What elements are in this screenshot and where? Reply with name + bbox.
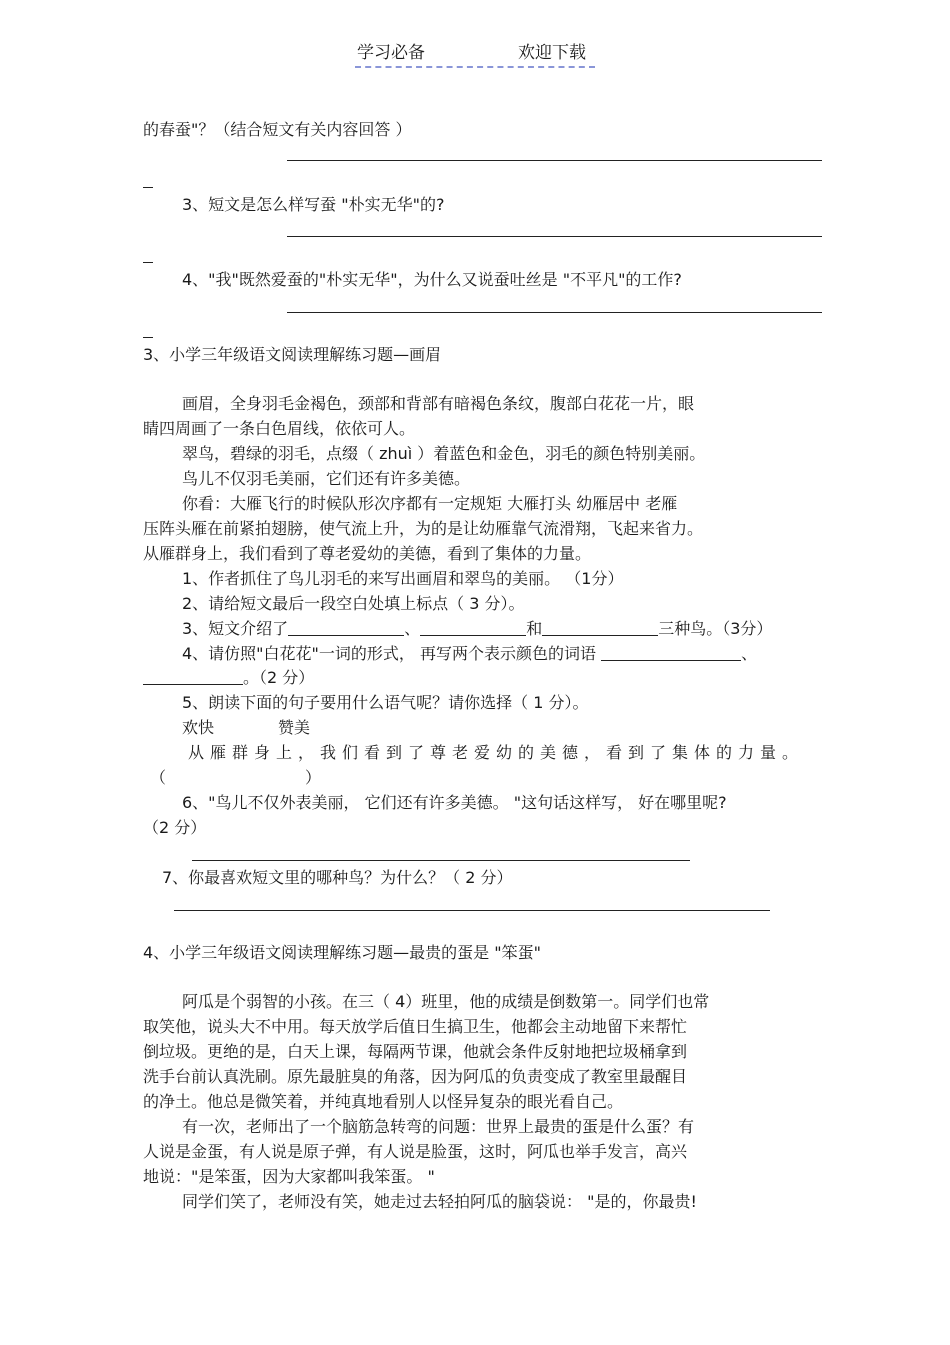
page-header	[355, 42, 595, 68]
q3-prefix: 3、短文介绍了	[182, 619, 289, 638]
section-title: 3、小学三年级语文阅读理解练习题—画眉	[143, 345, 442, 364]
paragraph-line: 取笑他，说头大不中用。每天放学后值日生搞卫生，他都会主动地留下来帮忙	[143, 1017, 688, 1036]
header-left-text: 学习必备	[357, 43, 425, 63]
question-4	[182, 644, 757, 664]
q4-prefix: 4、请仿照"白花花"一词的形式， 再写两个表示颜色的词语	[182, 644, 596, 663]
question-3	[182, 619, 772, 639]
paragraph-line: 人说是金蛋，有人说是原子弹，有人说是脸蛋，这时，阿瓜也举手发言，高兴	[143, 1142, 688, 1161]
question-4-cont	[143, 668, 314, 688]
question-6-score: （2 分）	[143, 818, 207, 837]
answer-line[interactable]	[192, 860, 690, 861]
q5-sentence: 从雁群身上，我们看到了尊老爱幼的美德，看到了集体的力量。	[188, 743, 805, 762]
q4-suffix: 。（2 分）	[243, 668, 315, 687]
q4-sep: 、	[741, 644, 758, 663]
answer-line[interactable]	[287, 160, 822, 161]
paragraph-line: 翠鸟，碧绿的羽毛，点缀（ zhuì ）着蓝色和金色，羽毛的颜色特别美丽。	[182, 444, 706, 463]
paragraph-line: 睛四周画了一条白色眉线，依依可人。	[143, 419, 416, 438]
question-3: 3、短文是怎么样写蚕 "朴实无华"的?	[182, 195, 445, 214]
q3-sep1: 、	[404, 619, 421, 638]
paragraph-line: 你看：大雁飞行的时候队形次序都有一定规矩 大雁打头 幼雁居中 老雁	[182, 494, 678, 513]
paragraph-line: 有一次，老师出了一个脑筋急转弯的问题：世界上最贵的蛋是什么蛋？有	[182, 1117, 695, 1136]
q3-sep2: 和	[526, 619, 543, 638]
section-title: 4、小学三年级语文阅读理解练习题—最贵的蛋是 "笨蛋"	[143, 943, 541, 962]
blank-bird-2[interactable]	[420, 619, 526, 636]
blank-bird-3[interactable]	[542, 619, 658, 636]
header-right-text: 欢迎下载	[518, 43, 586, 63]
q3-suffix: 三种鸟。（3分）	[658, 619, 773, 638]
paren-close: ）	[305, 768, 322, 787]
paren-open: （	[150, 768, 167, 787]
paragraph-line: 压阵头雁在前紧拍翅膀，使气流上升，为的是让幼雁靠气流滑翔，飞起来省力。	[143, 519, 704, 538]
paragraph-line: 从雁群身上，我们看到了尊老爱幼的美德，看到了集体的力量。	[143, 544, 592, 563]
question-continuation: 的春蚕"？（结合短文有关内容回答 ）	[143, 120, 412, 139]
paragraph-line: 倒垃圾。更绝的是，白天上课，每隔两节课，他就会条件反射地把垃圾桶拿到	[143, 1042, 688, 1061]
question-4: 4、"我"既然爱蚕的"朴实无华"，为什么又说蚕吐丝是 "不平凡"的工作?	[182, 270, 682, 289]
answer-line[interactable]	[287, 236, 822, 237]
paragraph-line: 同学们笑了，老师没有笑，她走过去轻拍阿瓜的脑袋说： "是的，你最贵!	[182, 1192, 697, 1211]
answer-line[interactable]	[174, 910, 770, 911]
paragraph-line: 阿瓜是个弱智的小孩。在三（ 4）班里，他的成绩是倒数第一。同学们也常	[182, 992, 710, 1011]
paragraph-line: 画眉，全身羽毛金褐色，颈部和背部有暗褐色条纹，腹部白花花一片，眼	[182, 394, 695, 413]
paragraph-line: 地说："是笨蛋，因为大家都叫我笨蛋。 "	[143, 1167, 435, 1186]
option-happy[interactable]: 欢快	[182, 718, 215, 737]
question-6: 6、"鸟儿不仅外表美丽， 它们还有许多美德。 "这句话这样写， 好在哪里呢?	[182, 793, 727, 812]
answer-line[interactable]	[287, 312, 822, 313]
question-7: 7、你最喜欢短文里的哪种鸟？为什么？（ 2 分）	[162, 868, 513, 887]
answer-line-wrap	[143, 337, 153, 338]
option-praise[interactable]: 赞美	[278, 718, 311, 737]
answer-line-wrap	[143, 262, 153, 263]
paragraph-line: 鸟儿不仅羽毛美丽，它们还有许多美德。	[182, 469, 471, 488]
blank-bird-1[interactable]	[288, 619, 404, 636]
question-5: 5、朗读下面的句子要用什么语气呢？请你选择（ 1 分）。	[182, 693, 589, 712]
paragraph-line: 的净土。他总是微笑着，并纯真地看别人以怪异复杂的眼光看自己。	[143, 1092, 624, 1111]
paragraph-line: 洗手台前认真洗刷。原先最脏臭的角落，因为阿瓜的负责变成了教室里最醒目	[143, 1067, 688, 1086]
blank-color-word-2[interactable]	[143, 668, 243, 685]
question-2: 2、请给短文最后一段空白处填上标点（ 3 分）。	[182, 594, 525, 613]
answer-line-wrap	[143, 187, 153, 188]
blank-color-word-1[interactable]	[601, 644, 741, 661]
question-1: 1、作者抓住了鸟儿羽毛的来写出画眉和翠鸟的美丽。 （1分）	[182, 569, 624, 588]
